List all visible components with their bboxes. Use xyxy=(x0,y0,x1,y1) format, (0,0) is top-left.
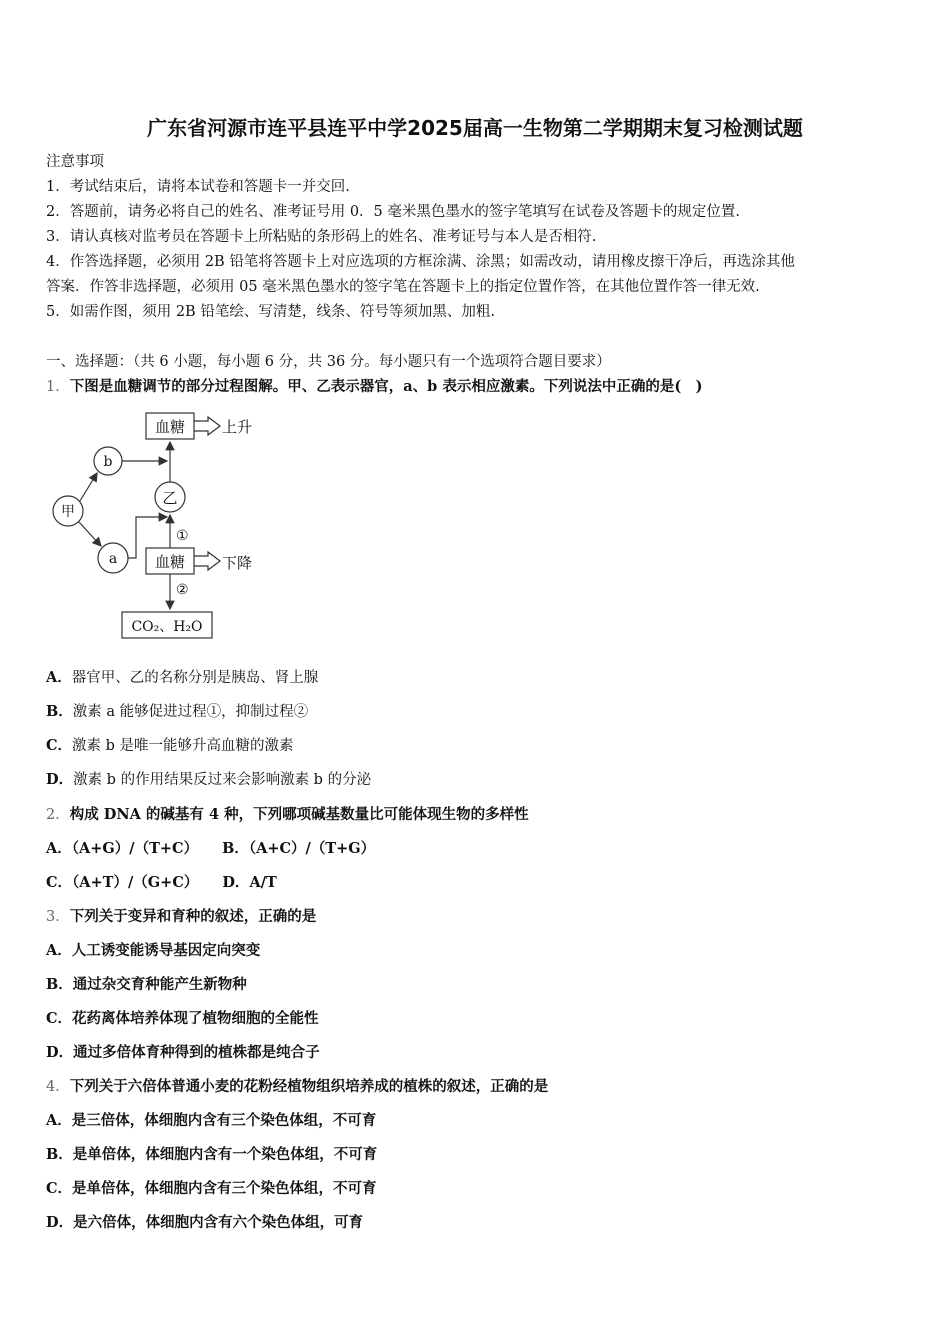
q2-options-row-2 xyxy=(46,873,277,893)
q3-option-d[interactable] xyxy=(46,1043,320,1063)
notice-item: 3．请认真核对监考员在答题卡上所粘贴的条形码上的姓名、准考证号与本人是否相符. xyxy=(46,229,597,245)
question-number: 1． xyxy=(46,379,70,395)
question-1-stem xyxy=(46,377,703,397)
box-top-label: 血糖 xyxy=(154,418,186,436)
option-text: 激素 b 的作用结果反过来会影响激素 b 的分泌 xyxy=(73,772,372,788)
option-text: 激素 a 能够促进过程①，抑制过程② xyxy=(72,704,309,720)
option-letter: B． xyxy=(222,840,249,857)
option-text: 是单倍体，体细胞内含有三个染色体组，不可育 xyxy=(72,1180,377,1197)
option-letter: A． xyxy=(46,840,72,857)
option-letter: A． xyxy=(46,942,72,959)
option-letter: D． xyxy=(222,874,250,891)
question-stem-text: 下列关于变异和育种的叙述，正确的是 xyxy=(69,908,317,925)
node-jia-label: 甲 xyxy=(61,504,75,520)
option-letter: C． xyxy=(46,737,73,754)
option-text: A/T xyxy=(249,874,277,891)
option-letter: D． xyxy=(46,1044,74,1061)
option-text: 是六倍体，体细胞内含有六个染色体组，可育 xyxy=(73,1214,364,1231)
option-letter: C． xyxy=(46,1010,73,1027)
notice-item: 2．答题前，请务必将自己的姓名、准考证号用 0．5 毫米黑色墨水的签字笔填写在试卷及答题卡的规定位置. xyxy=(46,204,740,220)
q4-option-a[interactable] xyxy=(46,1111,376,1131)
notice-item: 1．考试结束后，请将本试卷和答题卡一并交回. xyxy=(46,179,350,195)
q1-option-c[interactable] xyxy=(46,736,294,756)
fall-label: 下降 xyxy=(222,554,253,572)
section-heading: 一、选择题：（共 6 小题，每小题 6 分，共 36 分。每小题只有一个选项符合题目要求） xyxy=(46,354,611,370)
q4-option-c[interactable] xyxy=(46,1179,377,1199)
option-text: 人工诱变能诱导基因定向突变 xyxy=(71,942,261,959)
option-letter: A． xyxy=(46,1112,72,1129)
q1-option-a[interactable] xyxy=(46,668,318,688)
node-a-label: a xyxy=(108,551,118,567)
q1-option-b[interactable] xyxy=(46,702,308,722)
question-stem-text: 下列关于六倍体普通小麦的花粉经植物组织培养成的植株的叙述，正确的是 xyxy=(69,1078,549,1095)
q2-option-a[interactable] xyxy=(46,841,198,857)
q3-option-c[interactable] xyxy=(46,1009,319,1029)
option-text: 花药离体培养体现了植物细胞的全能性 xyxy=(72,1010,319,1027)
q4-option-b[interactable] xyxy=(46,1145,377,1165)
option-letter: A． xyxy=(46,669,72,686)
notice-item: 5．如需作图，须用 2B 铅笔绘、写清楚，线条、符号等须加黑、加粗. xyxy=(46,304,495,320)
option-letter: D． xyxy=(46,1214,74,1231)
box-mid-label: 血糖 xyxy=(154,553,186,571)
option-text: （A+C）/（T+G） xyxy=(248,840,376,857)
option-letter: B． xyxy=(46,1146,73,1163)
question-4-stem xyxy=(46,1077,548,1097)
question-number: 4． xyxy=(46,1079,70,1095)
page-title: 广东省河源市连平县连平中学2025届高一生物第二学期期末复习检测试题 xyxy=(147,116,803,140)
question-number: 2． xyxy=(46,807,70,823)
question-2-stem xyxy=(46,805,529,825)
q1-option-d[interactable] xyxy=(46,770,371,790)
node-yi-label: 乙 xyxy=(162,489,178,507)
option-letter: C． xyxy=(46,1180,73,1197)
option-letter: B． xyxy=(46,703,73,720)
option-text: 激素 b 是唯一能够升高血糖的激素 xyxy=(72,738,294,754)
rise-arrow xyxy=(194,417,220,435)
question-3-stem xyxy=(46,907,316,927)
q2-option-c[interactable] xyxy=(46,875,198,891)
q2-options-row-1 xyxy=(46,839,375,859)
co2-h2o-label: CO₂、H₂O xyxy=(131,619,203,635)
option-text: （A+T）/（G+C） xyxy=(72,874,199,891)
question-stem-text: 下图是血糖调节的部分过程图解。甲、乙表示器官，a、b 表示相应激素。下列说法中正确的是( ) xyxy=(69,378,703,395)
blood-sugar-diagram xyxy=(46,405,276,645)
option-letter: C． xyxy=(46,874,73,891)
notice-item: 答案．作答非选择题，必须用 05 毫米黑色墨水的签字笔在答题卡上的指定位置作答，在其他位置作答一律无效. xyxy=(46,279,760,295)
option-letter: D． xyxy=(46,771,74,788)
q3-option-b[interactable] xyxy=(46,975,247,995)
option-text: 通过多倍体育种得到的植株都是纯合子 xyxy=(73,1044,320,1061)
node-b-label: b xyxy=(103,454,113,470)
option-text: 器官甲、乙的名称分别是胰岛、肾上腺 xyxy=(71,670,319,686)
option-text: 是三倍体，体细胞内含有三个染色体组，不可育 xyxy=(71,1112,377,1129)
q3-option-a[interactable] xyxy=(46,941,260,961)
rise-label: 上升 xyxy=(222,418,253,436)
process-2-label: ② xyxy=(176,582,189,598)
option-text: 通过杂交育种能产生新物种 xyxy=(72,976,247,993)
notice-item: 4．作答选择题，必须用 2B 铅笔将答题卡上对应选项的方框涂满、涂黑；如需改动，请用橡皮擦干净后，再选涂其他 xyxy=(46,254,795,270)
q2-option-d[interactable] xyxy=(222,875,276,891)
notice-heading: 注意事项 xyxy=(46,154,104,170)
fall-arrow xyxy=(194,552,220,570)
option-letter: B． xyxy=(46,976,73,993)
process-1-label: ① xyxy=(176,528,189,544)
option-text: （A+G）/（T+C） xyxy=(71,840,199,857)
q2-option-b[interactable] xyxy=(222,841,375,857)
option-text: 是单倍体，体细胞内含有一个染色体组，不可育 xyxy=(72,1146,378,1163)
question-stem-text: 构成 DNA 的碱基有 4 种，下列哪项碱基数量比可能体现生物的多样性 xyxy=(69,806,529,823)
question-number: 3． xyxy=(46,909,70,925)
q4-option-d[interactable] xyxy=(46,1213,363,1233)
